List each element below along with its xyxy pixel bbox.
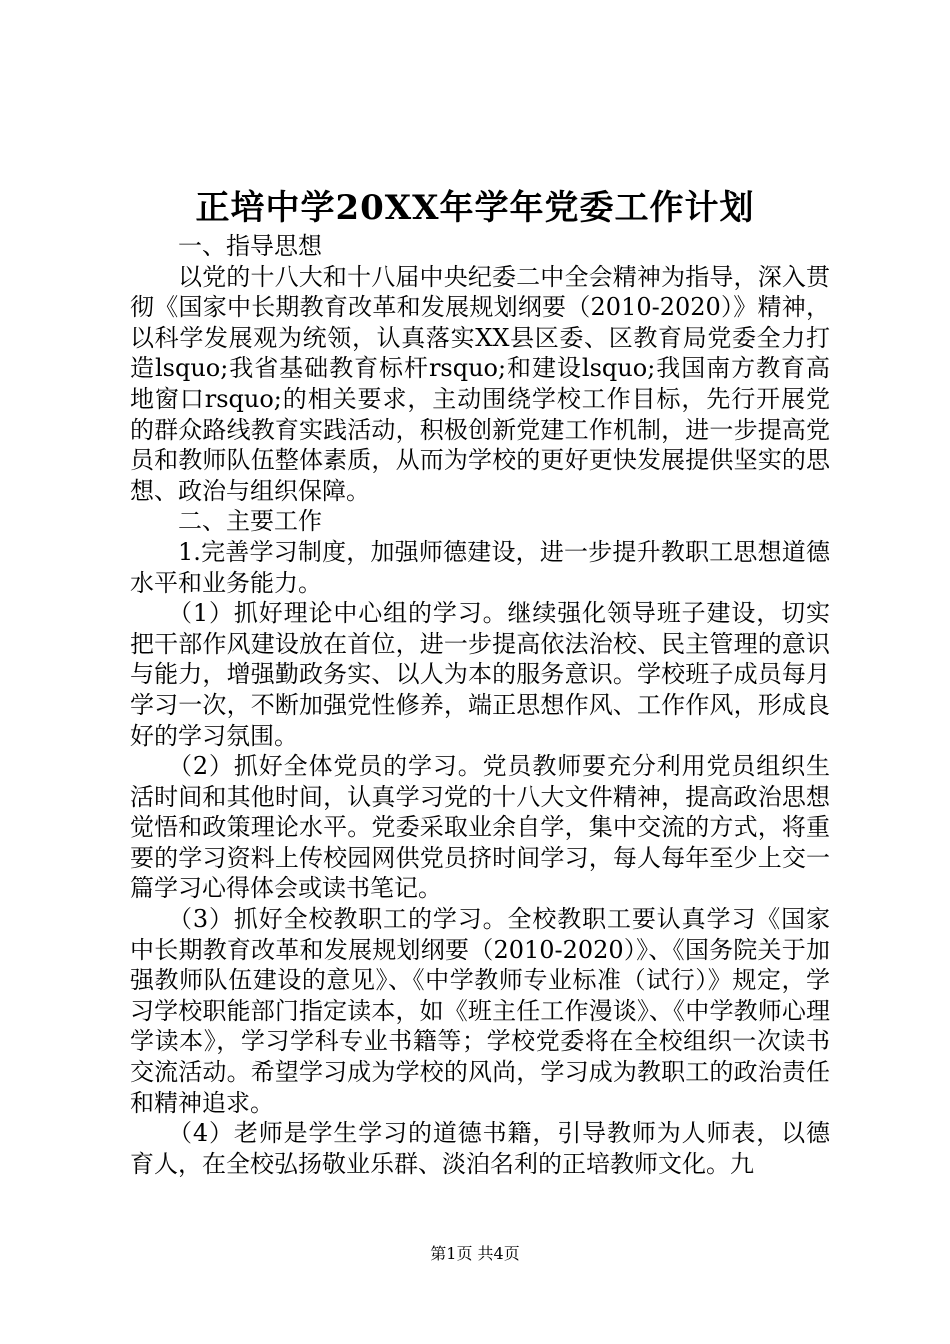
page-number-footer: 第1页 共4页 bbox=[430, 1244, 520, 1263]
paragraph-sub-item-4: （4）老师是学生学习的道德书籍，引导教师为人师表，以德育人，在全校弘扬敬业乐群、淡泊名利的正培教师文化。九 bbox=[130, 1119, 830, 1178]
paragraph-sub-item-3: （3）抓好全校教职工的学习。全校教职工要认真学习《国家中长期教育改革和发展规划纲要（2010-2020）》、《国务院关于加强教师队伍建设的意见》、《中学教师专业标准（试行）》规定，学习学校职能部门指定读本，如《班主任工作漫谈》、《中学教师心理学读本》，学习学科专业书籍等；学校党委将在全校组织一次读书交流活动。希望学习成为学校的风尚，学习成为教职工的政治责任和精神追求。 bbox=[130, 905, 830, 1117]
paragraph-sub-item-1: （1）抓好理论中心组的学习。继续强化领导班子建设，切实把干部作风建设放在首位，进一步提高依法治校、民主管理的意识与能力，增强勤政务实、以人为本的服务意识。学校班子成员每月学习一次，不断加强党性修养，端正思想作风、工作作风，形成良好的学习氛围。 bbox=[130, 599, 830, 750]
paragraph-guiding-ideology: 以党的十八大和十八届中央纪委二中全会精神为指导，深入贯彻《国家中长期教育改革和发展规划纲要（2010-2020）》精神，以科学发展观为统领，认真落实XX县区委、区教育局党委全力打造lsquo;我省基础教育标杆rsquo;和建设lsquo;我国南方教育高地窗口rsquo;的相关要求，主动围绕学校工作目标，先行开展党的群众路线教育实践活动，积极创新党建工作机制，进一步提高党员和教师队伍整体素质，从而为学校的更好更快发展提供坚实的思想、政治与组织保障。 bbox=[130, 262, 830, 505]
section-heading-guiding-ideology: 一、指导思想 bbox=[178, 232, 322, 260]
paragraph-item-1: 1.完善学习制度，加强师德建设，进一步提升教职工思想道德水平和业务能力。 bbox=[130, 537, 830, 597]
section-heading-main-work: 二、主要工作 bbox=[178, 507, 322, 536]
document-body bbox=[130, 231, 830, 1179]
document-title: 正培中学20XX年学年党委工作计划 bbox=[195, 188, 755, 228]
paragraph-sub-item-2: （2）抓好全体党员的学习。党员教师要充分利用党员组织生活时间和其他时间，认真学习党的十八大文件精神，提高政治思想觉悟和政策理论水平。党委采取业余自学，集中交流的方式，将重要的学习资料上传校园网供党员挤时间学习，每人每年至少上交一篇学习心得体会或读书笔记。 bbox=[130, 752, 830, 903]
